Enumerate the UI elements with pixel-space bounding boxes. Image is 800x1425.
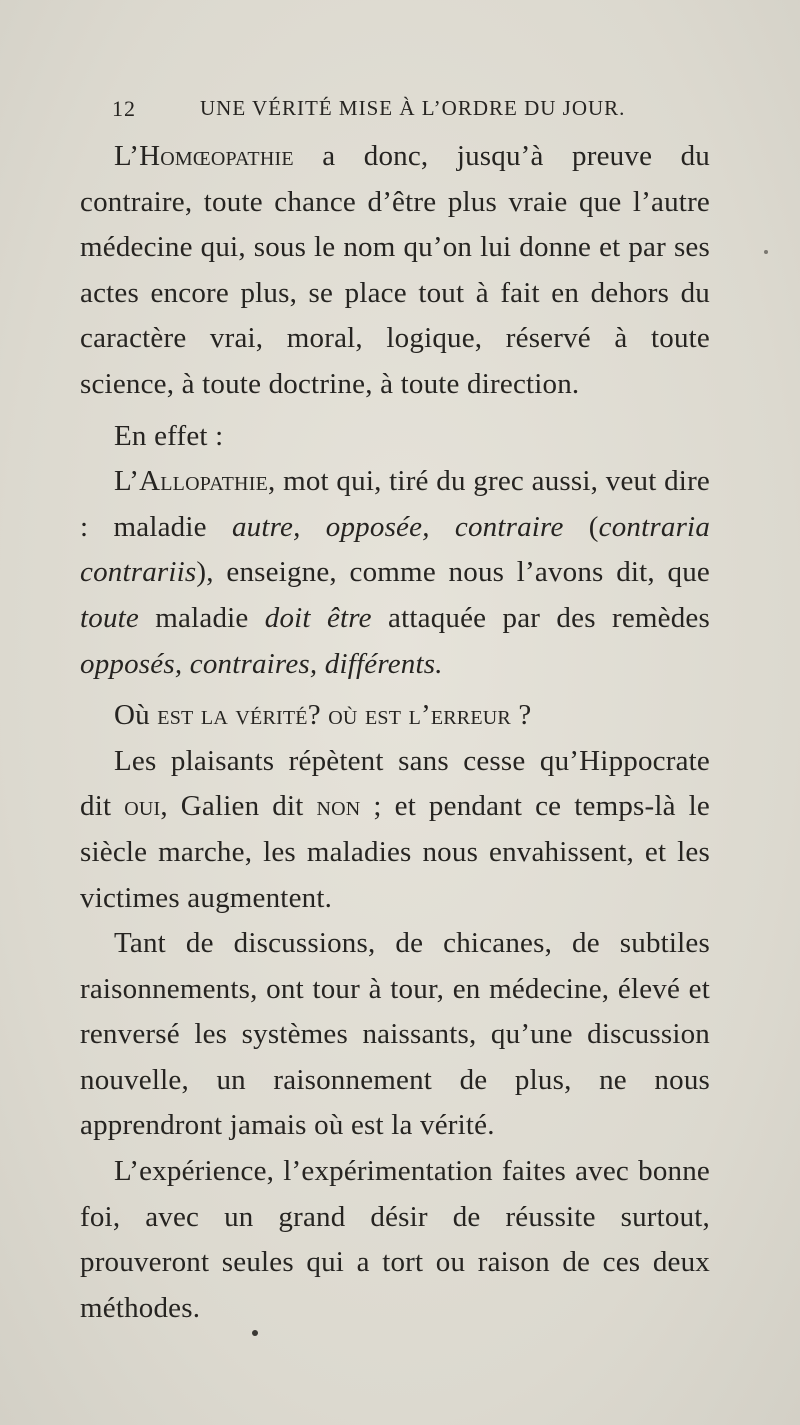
page-number: 12	[112, 96, 136, 121]
page-header	[112, 96, 712, 126]
term-allopathie: L’Allopathie	[114, 465, 268, 498]
smallcaps-oui: oui	[124, 790, 161, 823]
paragraph-experience: L’expérience, l’expérimentation faites avec bonne foi, avec un grand désir de réussite surtout, prouveront seules qui a tort ou raison de ces deux méthodes.	[80, 1155, 710, 1324]
ink-smudge	[252, 1330, 258, 1336]
paragraph-allopathie	[80, 459, 710, 687]
text-run: (	[563, 510, 599, 543]
text-run: , mot qui, tiré du grec aussi, veut dire : maladie	[80, 465, 710, 543]
smallcaps-run: est la vérité? où est l’erreur	[157, 699, 511, 732]
text-run: Où	[114, 699, 158, 732]
italic-run: opposés, contraires, différents.	[80, 647, 443, 680]
running-title: UNE VÉRITÉ MISE À L’ORDRE DU JOUR.	[200, 96, 626, 120]
italic-run: doit être	[264, 601, 372, 634]
text-run: Les plaisants répètent sans cesse qu’Hippocrate dit	[80, 744, 710, 823]
text-run: ; et pendant ce temps-là le siècle marche, les maladies nous envahissent, et les victimes augmentent.	[80, 790, 710, 914]
italic-latin-phrase: contraria contrariis	[80, 510, 711, 589]
text-run: ?	[510, 699, 532, 732]
text-run: , Galien dit	[160, 790, 317, 823]
ink-smudge	[764, 250, 768, 254]
italic-run: toute	[80, 601, 139, 634]
smallcaps-non: non	[316, 790, 361, 823]
text-run: ), enseigne, comme nous l’avons dit, que	[196, 556, 710, 589]
paragraph-text: a donc, jusqu’à preuve du contraire, toute chance d’être plus vraie que l’autre médecine qui, sous le nom qu’on lui donne et par ses actes encore plus, se place tout à fait en dehors du caractère vrai, moral, logique, réservé à toute science, à toute doctrine, à toute direction.	[80, 140, 710, 400]
text-run: maladie	[139, 601, 265, 634]
body-text	[80, 134, 710, 1331]
paragraph-discussions: Tant de discussions, de chicanes, de subtiles raisonnements, ont tour à tour, en médecine, élevé et renversé les systèmes naissants, qu’une discussion nouvelle, un raisonnement de plus, ne nous apprendront jamais où est la vérité.	[80, 927, 710, 1142]
paragraph-plaisants	[80, 739, 710, 921]
text-run: attaquée par des remèdes	[371, 601, 710, 634]
term-homoeopathie: L’Homœopathie	[114, 140, 294, 172]
paragraph-en-effet: En effet :	[114, 419, 224, 452]
italic-run: autre, opposée, contraire	[231, 510, 564, 543]
paragraph-question	[80, 693, 710, 739]
paragraph-homoeopathie	[80, 134, 710, 408]
